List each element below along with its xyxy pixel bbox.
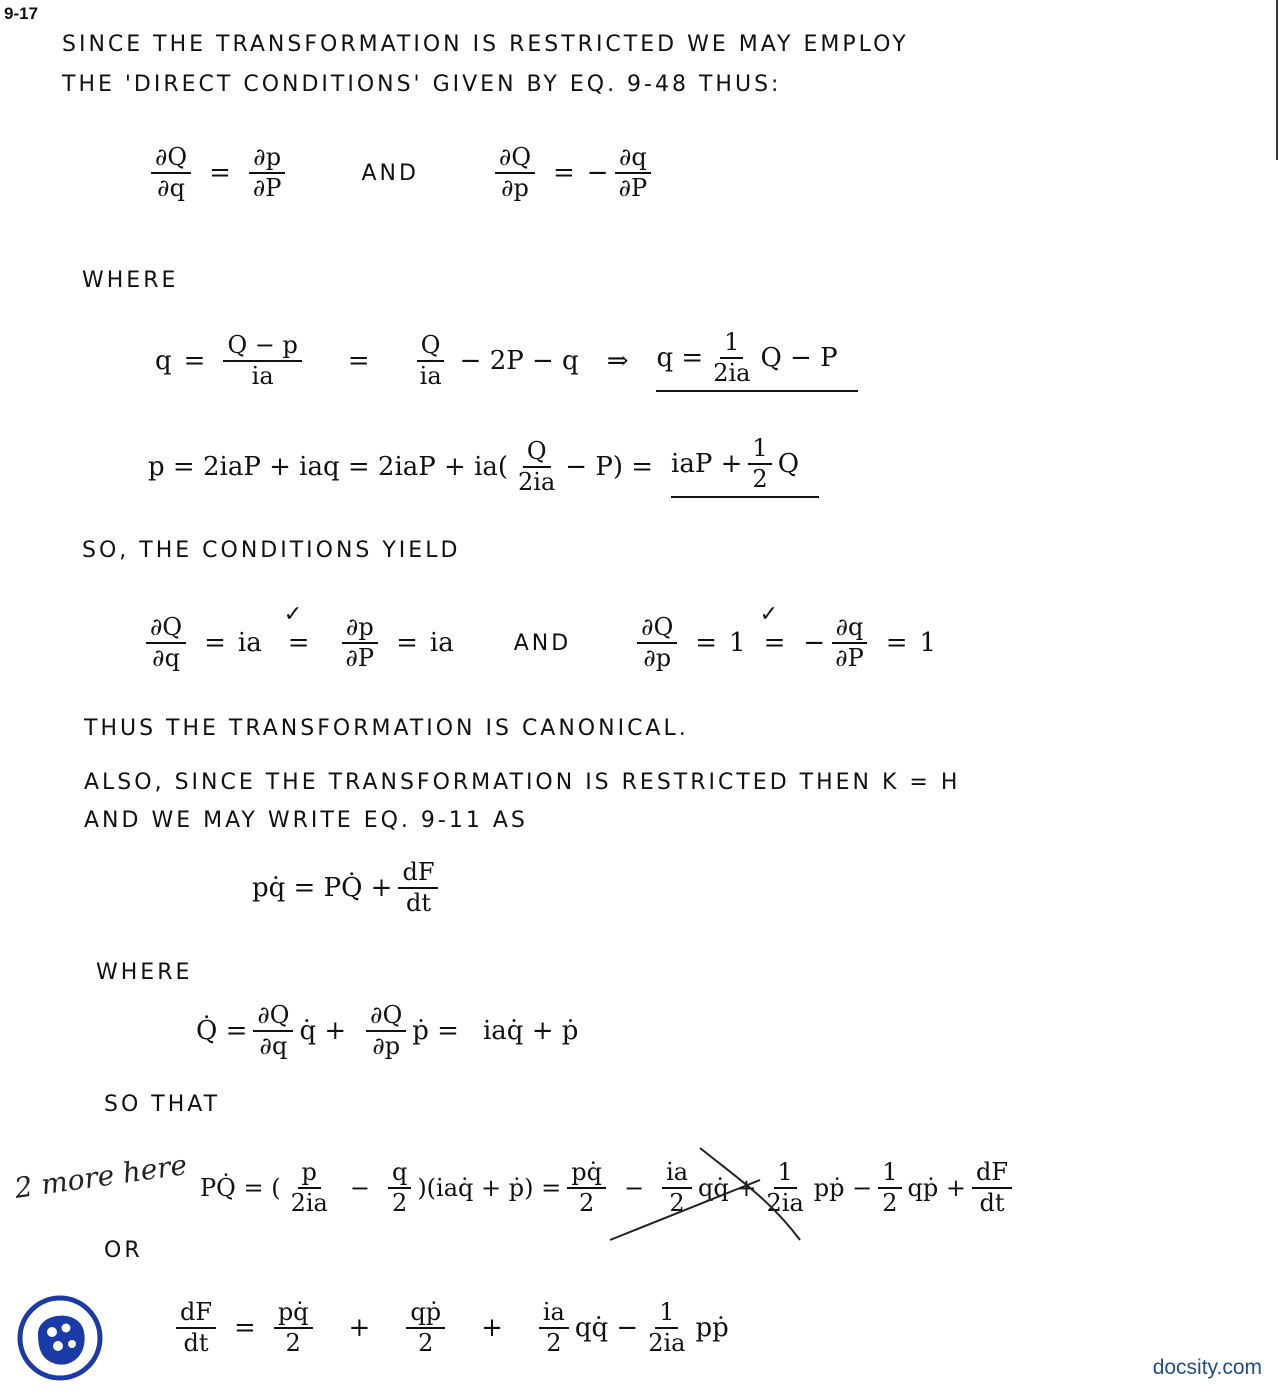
conditions-yield-label: SO, THE CONDITIONS YIELD bbox=[82, 538, 461, 563]
or-label: OR bbox=[104, 1238, 143, 1263]
also-line-1: ALSO, SINCE THE TRANSFORMATION IS RESTRICTED THEN K = H bbox=[84, 770, 961, 795]
where-label-2: WHERE bbox=[96, 960, 193, 985]
strikethrough-mark bbox=[600, 1140, 840, 1250]
intro-line-1: SINCE THE TRANSFORMATION IS RESTRICTED WE MAY EMPLOY bbox=[62, 32, 909, 57]
docsity-logo-icon[interactable] bbox=[16, 1294, 104, 1382]
margin-note: 2 more here bbox=[12, 1148, 189, 1205]
p-result-underlined: iaP + $\frac{1}{2}$ Q bbox=[671, 436, 819, 498]
check-mark-2: ✓ bbox=[759, 602, 779, 628]
check-mark-1: ✓ bbox=[283, 602, 303, 628]
so-that-label: SO THAT bbox=[104, 1092, 221, 1117]
direct-conditions-equation: $\frac{\partial Q}{\partial q}$ = $\frac{\partial p}{\partial P}$ AND $\frac{\partial Q}{\partial p}$ = − $\frac{\partial q}{\partial P}$ bbox=[145, 145, 657, 201]
where-label-1: WHERE bbox=[82, 268, 179, 293]
q-dot-equation: Q̇ = $\frac{\partial Q}{\partial q}$ q̇ + $\frac{\partial Q}{\partial p}$ ṗ = iaq̇ + ṗ bbox=[196, 1001, 579, 1061]
conditions-check-equation: $\frac{\partial Q}{\partial q}$ = ia = ✓ $\frac{\partial p}{\partial P}$ = ia AND $\frac{\partial Q}{\partial p}$ = 1 = ✓ − $\frac{\partial q}{\partial P}$ = 1 bbox=[140, 615, 936, 671]
pq-dot-expansion: PQ̇ = ( $\frac{p}{2ia}$ − $\frac{q}{2}$ )(iaq̇ + ṗ) = $\frac{pq̇}{2}$ − $\frac{ia}{2}$ qq̇ + $\frac{1}{2ia}$ pṗ − $\frac{1}{2}$ qṗ + $\frac{dF}{dt}$ bbox=[200, 1160, 1018, 1216]
canonical-statement: THUS THE TRANSFORMATION IS CANONICAL. bbox=[84, 716, 689, 741]
page-number: 9-17 bbox=[4, 4, 39, 23]
scan-edge-line bbox=[1276, 0, 1278, 160]
q-result-underlined: q = $\frac{1}{2ia}$ Q − P bbox=[656, 330, 857, 392]
df-dt-result: $\frac{dF}{dt}$ = $\frac{pq̇}{2}$ + $\frac{\text{qṗ}}{2}$ + $\frac{ia}{2}$ qq̇ − $\frac{1}{2ia}$ pṗ bbox=[170, 1300, 729, 1356]
p-expression-equation: p = 2iaP + iaq = 2iaP + ia( $\frac{Q}{2ia}$ − P) = iaP + $\frac{1}{2}$ Q bbox=[148, 436, 819, 498]
docsity-brand-link[interactable]: docsity.com bbox=[1152, 1356, 1262, 1379]
intro-line-2: THE 'DIRECT CONDITIONS' GIVEN BY EQ. 9-48 THUS: bbox=[62, 72, 782, 97]
eq-9-11-form: pq̇ = PQ̇ + $\frac{dF}{dt}$ bbox=[252, 860, 444, 916]
q-expression-equation: q = $\frac{Q - p}{ia}$ = $\frac{Q}{ia}$ − 2P − q ⇒ q = $\frac{1}{2ia}$ Q − P bbox=[155, 330, 858, 392]
also-line-2: AND WE MAY WRITE EQ. 9-11 AS bbox=[84, 808, 528, 833]
